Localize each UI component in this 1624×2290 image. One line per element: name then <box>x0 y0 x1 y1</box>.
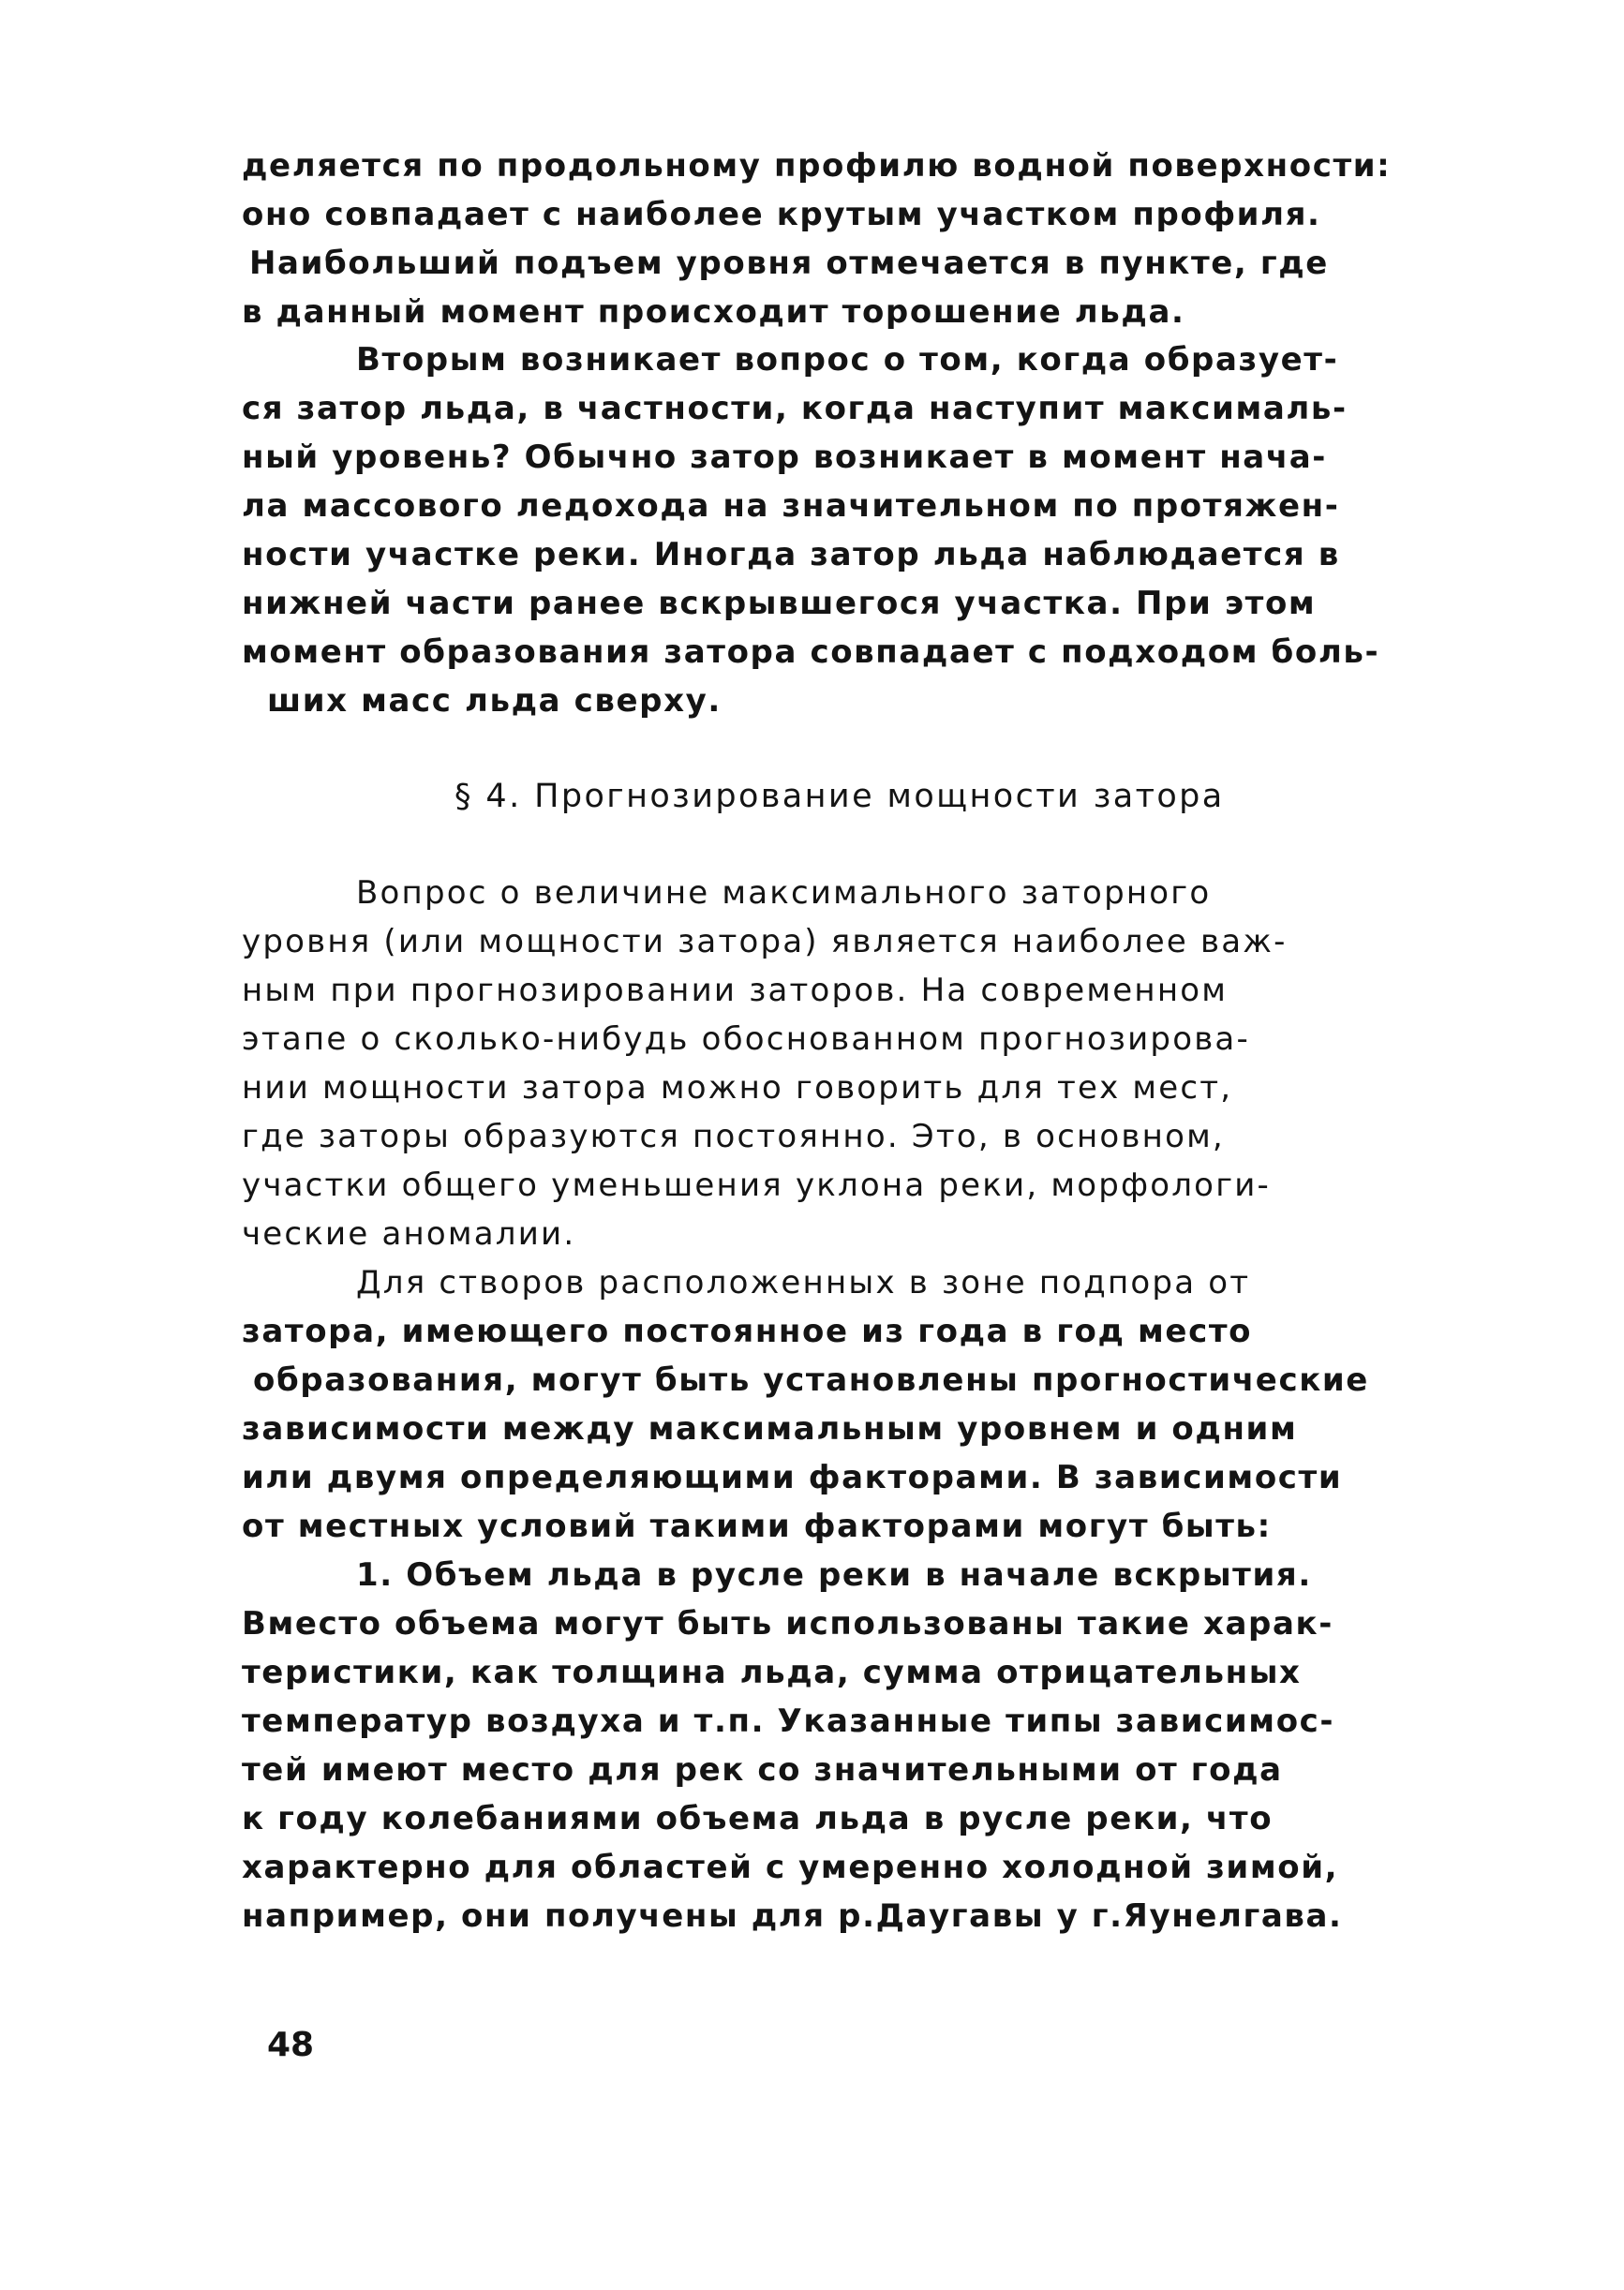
section-title: § 4. Прогнозирование мощности затора <box>454 778 1225 815</box>
text-line: ся затор льда, в частности, когда наступит максималь- <box>242 390 1348 427</box>
text-line: оно совпадает с наиболее крутым участком профиля. <box>242 196 1321 233</box>
text-line: характерно для областей с умеренно холодной зимой, <box>242 1849 1339 1886</box>
text-line: где заторы образуются постоянно. Это, в основном, <box>242 1118 1225 1155</box>
text-line: температур воздуха и т.п. Указанные типы зависимос- <box>242 1703 1335 1740</box>
text-line: Наибольший подъем уровня отмечается в пункте, где <box>249 245 1329 282</box>
text-line: ческие аномалии. <box>242 1215 576 1253</box>
text-line: момент образования затора совпадает с подходом боль- <box>242 633 1380 671</box>
text-line: в данный момент происходит торошение льда. <box>242 293 1185 331</box>
text-line: участки общего уменьшения уклона реки, морфологи- <box>242 1167 1272 1204</box>
text-line: нии мощности затора можно говорить для тех мест, <box>242 1069 1233 1107</box>
text-line: тей имеют место для рек со значительными от года <box>242 1751 1283 1789</box>
text-line: к году колебаниями объема льда в русле реки, что <box>242 1800 1274 1837</box>
text-line: теристики, как толщина льда, сумма отрицательных <box>242 1654 1302 1691</box>
text-line: Вместо объема могут быть использованы такие харак- <box>242 1605 1333 1643</box>
text-line: Вторым возникает вопрос о том, когда образует- <box>356 341 1339 379</box>
text-line: зависимости между максимальным уровнем и одним <box>242 1410 1298 1448</box>
text-line: образования, могут быть установлены прогностические <box>253 1361 1369 1399</box>
text-line: ным при прогнозировании заторов. На современном <box>242 972 1229 1009</box>
text-line: уровня (или мощности затора) является наиболее важ- <box>242 923 1288 960</box>
text-line: Для створов расположенных в зоне подпора от <box>356 1264 1251 1301</box>
text-line: ный уровень? Обычно затор возникает в момент нача- <box>242 439 1328 476</box>
text-line: ности участке реки. Иногда затор льда наблюдается в <box>242 536 1340 573</box>
text-line: 1. Объем льда в русле реки в начале вскрытия. <box>356 1556 1312 1594</box>
text-line: этапе о сколько-нибудь обоснованном прогнозирова- <box>242 1020 1250 1058</box>
text-line: от местных условий такими факторами могут быть: <box>242 1508 1272 1545</box>
page-number: 48 <box>267 2026 315 2064</box>
text-line: нижней части ранее вскрывшегося участка. При этом <box>242 585 1317 622</box>
text-line: например, они получены для р.Даугавы у г.Яунелгава. <box>242 1897 1343 1935</box>
text-line: деляется по продольному профилю водной поверхности: <box>242 147 1392 185</box>
text-line: или двумя определяющими факторами. В зависимости <box>242 1459 1343 1496</box>
text-line: затора, имеющего постоянное из года в год место <box>242 1313 1253 1350</box>
text-line: ла массового ледохода на значительном по протяжен- <box>242 487 1340 525</box>
text-line: ших масс льда сверху. <box>267 682 722 720</box>
text-line: Вопрос о величине максимального заторного <box>356 874 1212 912</box>
